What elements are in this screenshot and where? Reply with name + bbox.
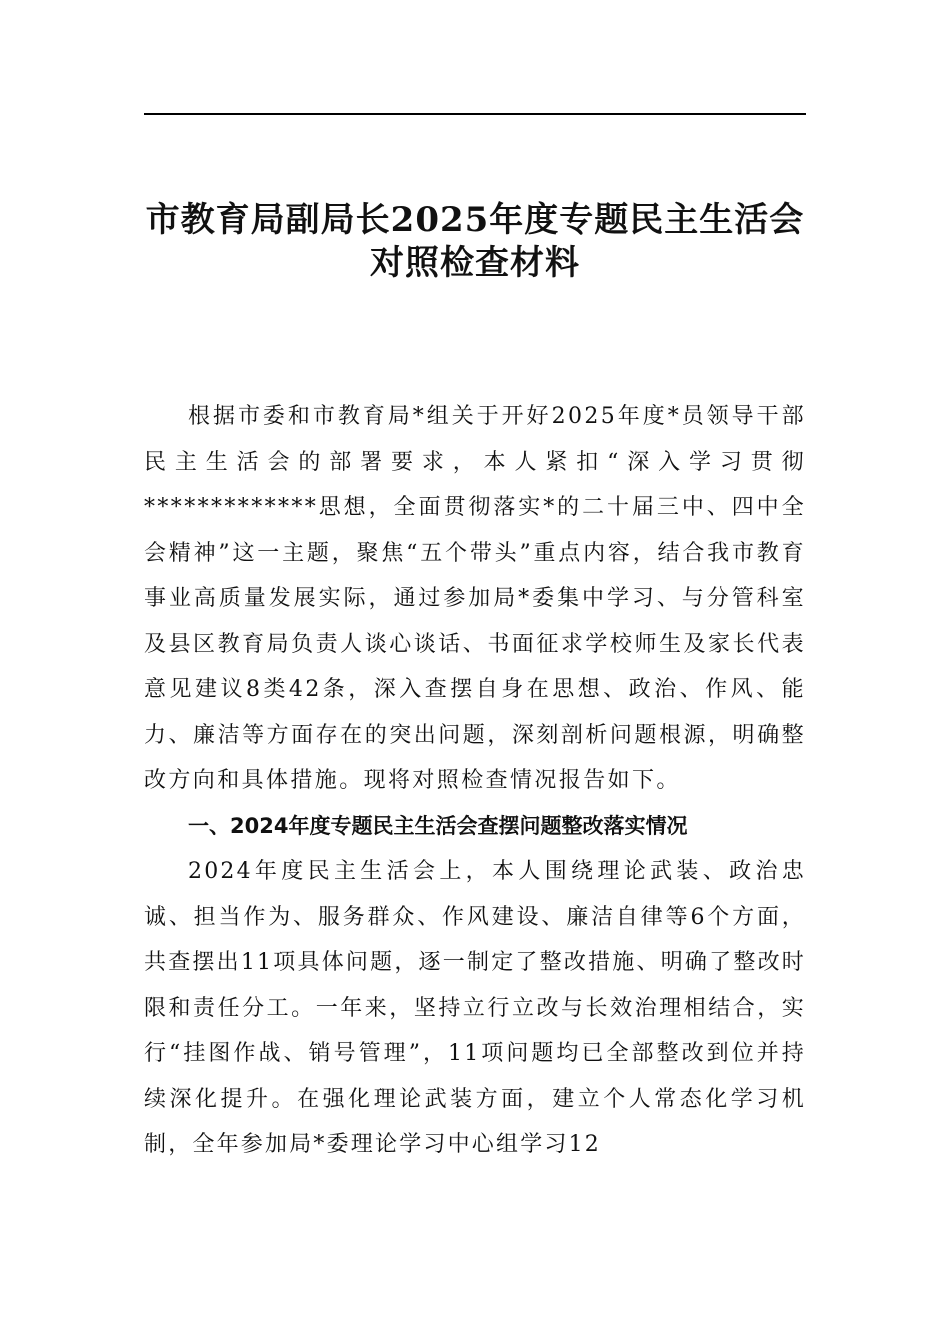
document-title-line1: 市教育局副局长2025年度专题民主生活会 (145, 200, 805, 240)
intro-paragraph: 根据市委和市教育局*组关于开好2025年度*员领导干部民主生活会的部署要求，本人紧扣“深入学习贯彻*************思想，全面贯彻落实*的二十届三中、四中全会精神”这一主题，聚焦“五个带头”重点内容，结合我市教育事业高质量发展实际，通过参加局*委集中学习、与分管科室及县区教育局负责人谈心谈话、书面征求学校师生及家长代表意见建议8类42条，深入查摆自身在思想、政治、作风、能力、廉洁等方面存在的突出问题，深刻剖析问题根源，明确整改方向和具体措施。现将对照检查情况报告如下。 (144, 404, 806, 793)
section-paragraph: 2024年度民主生活会上，本人围绕理论武装、政治忠诚、担当作为、服务群众、作风建设、廉洁自律等6个方面，共查摆出11项具体问题，逐一制定了整改措施、明确了整改时限和责任分工。一年来，坚持立行立改与长效治理相结合，实行“挂图作战、销号管理”，11项问题均已全部整改到位并持续深化提升。在强化理论武装方面，建立个人常态化学习机制，全年参加局*委理论学习中心组学习12 (144, 859, 806, 1157)
document-title-line2: 对照检查材料 (370, 243, 580, 283)
header-rule (144, 113, 806, 115)
section-heading: 一、2024年度专题民主生活会查摆问题整改落实情况 (188, 813, 688, 838)
document-body (144, 394, 806, 1168)
